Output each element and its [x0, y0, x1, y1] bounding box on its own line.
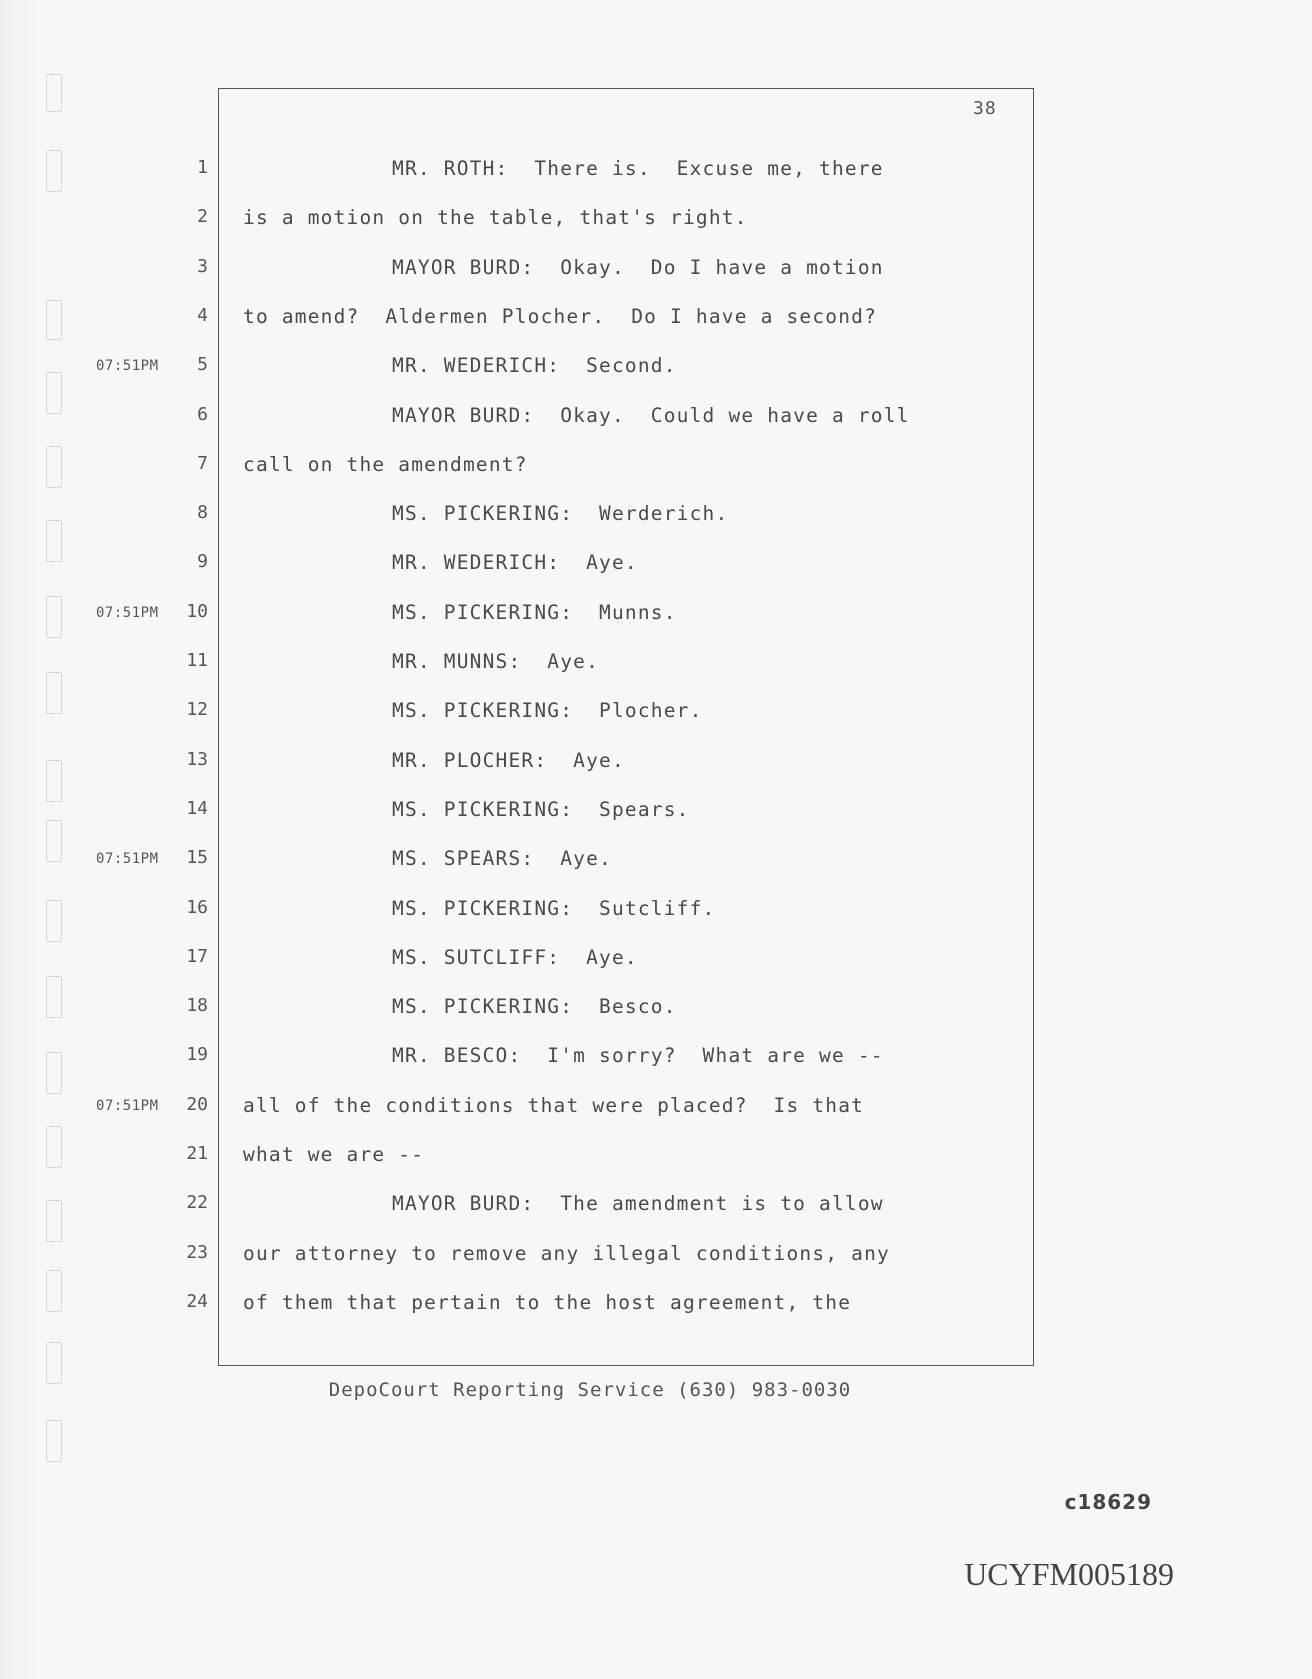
transcript-line: [0, 502, 1312, 532]
line-timestamp: 07:51PM: [96, 1097, 159, 1114]
transcript-line: [0, 1192, 1312, 1222]
line-text: MS. PICKERING: Munns.: [392, 600, 677, 624]
line-number: 21: [186, 1143, 208, 1164]
line-number: 9: [197, 551, 208, 573]
transcript-line: [0, 1242, 1312, 1272]
transcript-line: [0, 1094, 1312, 1124]
transcript-line: [0, 157, 1312, 187]
line-number: 3: [197, 255, 208, 277]
line-number: 19: [186, 1044, 208, 1066]
transcript-line: [0, 995, 1312, 1025]
line-timestamp: 07:51PM: [96, 851, 159, 868]
transcript-line: [0, 749, 1312, 779]
line-text: MR. BESCO: I'm sorry? What are we --: [392, 1044, 884, 1068]
line-number: 23: [186, 1241, 208, 1263]
line-number: 12: [186, 699, 208, 721]
line-text: what we are --: [243, 1143, 425, 1166]
line-text: of them that pertain to the host agreement, the: [243, 1290, 852, 1314]
transcript-line: [0, 847, 1312, 877]
page-number: 38: [973, 98, 997, 119]
transcript-line: [0, 305, 1312, 335]
line-text: MS. PICKERING: Sutcliff.: [392, 896, 716, 920]
document-id: c18629: [1064, 1490, 1152, 1514]
line-number: 14: [186, 797, 208, 819]
transcript-line: [0, 453, 1312, 483]
line-number: 16: [186, 896, 208, 918]
transcript-line: [0, 650, 1312, 680]
line-number: 22: [186, 1192, 208, 1214]
transcript-line: [0, 1044, 1312, 1074]
binder-hole-marks: [42, 0, 72, 1679]
line-text: MR. WEDERICH: Aye.: [392, 551, 638, 575]
line-number: 11: [186, 650, 208, 671]
transcript-line: [0, 798, 1312, 828]
scan-edge: [0, 0, 40, 1679]
line-number: 20: [186, 1093, 208, 1115]
line-number: 4: [197, 304, 208, 326]
line-text: MR. WEDERICH: Second.: [392, 354, 677, 378]
line-timestamp: 07:51PM: [96, 604, 159, 621]
line-number: 24: [186, 1290, 208, 1312]
transcript-line: [0, 404, 1312, 434]
transcript-line: [0, 699, 1312, 729]
line-text: MS. PICKERING: Spears.: [392, 797, 690, 821]
transcript-line: [0, 601, 1312, 631]
line-text: our attorney to remove any illegal conditions, any: [243, 1241, 890, 1265]
line-text: is a motion on the table, that's right.: [243, 206, 748, 230]
line-number: 13: [186, 748, 208, 770]
reporter-footer: DepoCourt Reporting Service (630) 983-0030: [328, 1379, 852, 1401]
line-text: MR. ROTH: There is. Excuse me, there: [392, 157, 884, 180]
line-number: 1: [197, 157, 208, 178]
bates-number: UCYFM005189: [964, 1556, 1174, 1592]
line-text: to amend? Aldermen Plocher. Do I have a second?: [243, 304, 878, 328]
transcript-line: [0, 1291, 1312, 1321]
line-text: MS. PICKERING: Besco.: [392, 995, 677, 1019]
line-text: MR. MUNNS: Aye.: [392, 650, 600, 673]
line-text: MS. PICKERING: Plocher.: [392, 699, 703, 723]
line-number: 10: [186, 600, 208, 622]
line-text: MS. SUTCLIFF: Aye.: [392, 945, 638, 969]
line-text: call on the amendment?: [243, 452, 528, 476]
transcript-line: [0, 946, 1312, 976]
line-timestamp: 07:51PM: [96, 358, 159, 375]
line-number: 6: [197, 403, 208, 425]
line-number: 8: [197, 502, 208, 524]
line-number: 18: [186, 995, 208, 1017]
transcript-line: [0, 256, 1312, 286]
line-text: MR. PLOCHER: Aye.: [392, 748, 625, 772]
transcript-line: [0, 1143, 1312, 1173]
line-text: MAYOR BURD: Okay. Could we have a roll: [392, 403, 910, 427]
line-number: 15: [186, 847, 208, 869]
line-number: 2: [197, 206, 208, 228]
line-number: 7: [197, 452, 208, 474]
line-number: 17: [186, 945, 208, 967]
transcript-line: [0, 354, 1312, 384]
transcript-line: [0, 897, 1312, 927]
line-number: 5: [197, 354, 208, 376]
line-text: all of the conditions that were placed? Is that: [243, 1093, 865, 1117]
transcript-line: [0, 206, 1312, 236]
line-text: MS. SPEARS: Aye.: [392, 847, 612, 871]
line-text: MS. PICKERING: Werderich.: [392, 502, 729, 526]
line-text: MAYOR BURD: Okay. Do I have a motion: [392, 255, 884, 279]
line-text: MAYOR BURD: The amendment is to allow: [392, 1192, 884, 1216]
transcript-line: [0, 551, 1312, 581]
